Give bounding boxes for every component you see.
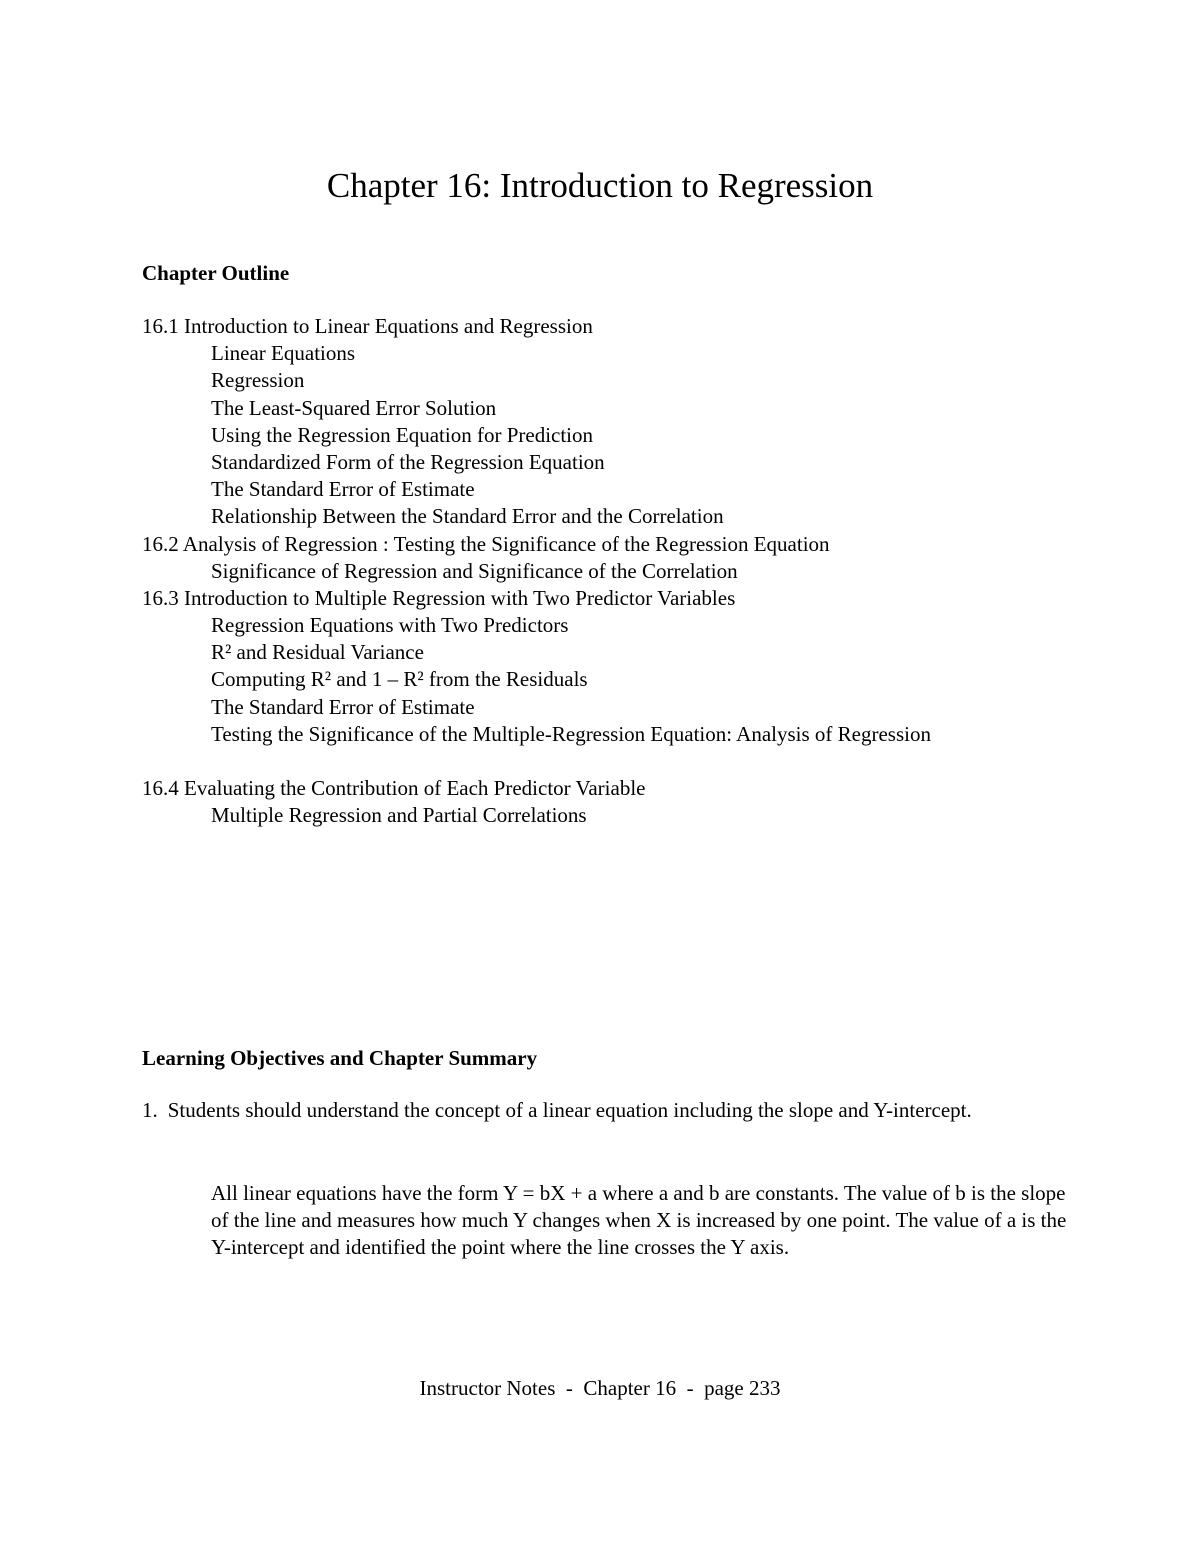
outline-section: 16.4 Evaluating the Contribution of Each Predictor Variable (142, 776, 646, 801)
outline-subsection: R² and Residual Variance (211, 640, 424, 665)
objective-text: Students should understand the concept of a linear equation including the slope and Y-intercept. (167, 1098, 972, 1122)
learning-objective (142, 1097, 1042, 1124)
outline-subsection: The Standard Error of Estimate (211, 477, 475, 502)
outline-subsection: Relationship Between the Standard Error and the Correlation (211, 504, 724, 529)
outline-subsection: Computing R² and 1 – R² from the Residuals (211, 667, 588, 692)
objective-number: 1. (142, 1098, 158, 1122)
outline-subsection: The Standard Error of Estimate (211, 694, 475, 719)
outline-subsection: Regression (211, 368, 305, 393)
outline-subsection: Multiple Regression and Partial Correlations (211, 803, 587, 828)
outline-subsection: Significance of Regression and Significance of the Correlation (211, 558, 738, 583)
outline-spacer (142, 748, 1102, 775)
outline-subsection: Regression Equations with Two Predictors (211, 613, 569, 638)
objective-explanation: All linear equations have the form Y = bX + a where a and b are constants. The value of b is the slope of the line and measures how much Y changes when X is increased by one point. The value of a is the Y-intercept and identified the point where the line crosses the Y axis. (211, 1181, 1067, 1260)
outline-section: 16.2 Analysis of Regression : Testing the Significance of the Regression Equation (142, 531, 830, 556)
chapter-outline (142, 313, 1102, 830)
outline-subsection: Testing the Significance of the Multiple-Regression Equation: Analysis of Regression (211, 721, 931, 746)
objectives-heading: Learning Objectives and Chapter Summary (142, 1046, 538, 1070)
outline-subsection: Standardized Form of the Regression Equation (211, 449, 605, 474)
outline-subsection: Using the Regression Equation for Prediction (211, 422, 594, 447)
page-footer: Instructor Notes - Chapter 16 - page 233 (419, 1376, 781, 1400)
outline-subsection: The Least-Squared Error Solution (211, 395, 497, 420)
outline-section: 16.3 Introduction to Multiple Regression with Two Predictor Variables (142, 585, 736, 610)
outline-section: 16.1 Introduction to Linear Equations and Regression (142, 314, 593, 338)
outline-subsection: Linear Equations (211, 341, 356, 366)
outline-heading: Chapter Outline (142, 261, 290, 285)
chapter-title: Chapter 16: Introduction to Regression (326, 166, 874, 205)
